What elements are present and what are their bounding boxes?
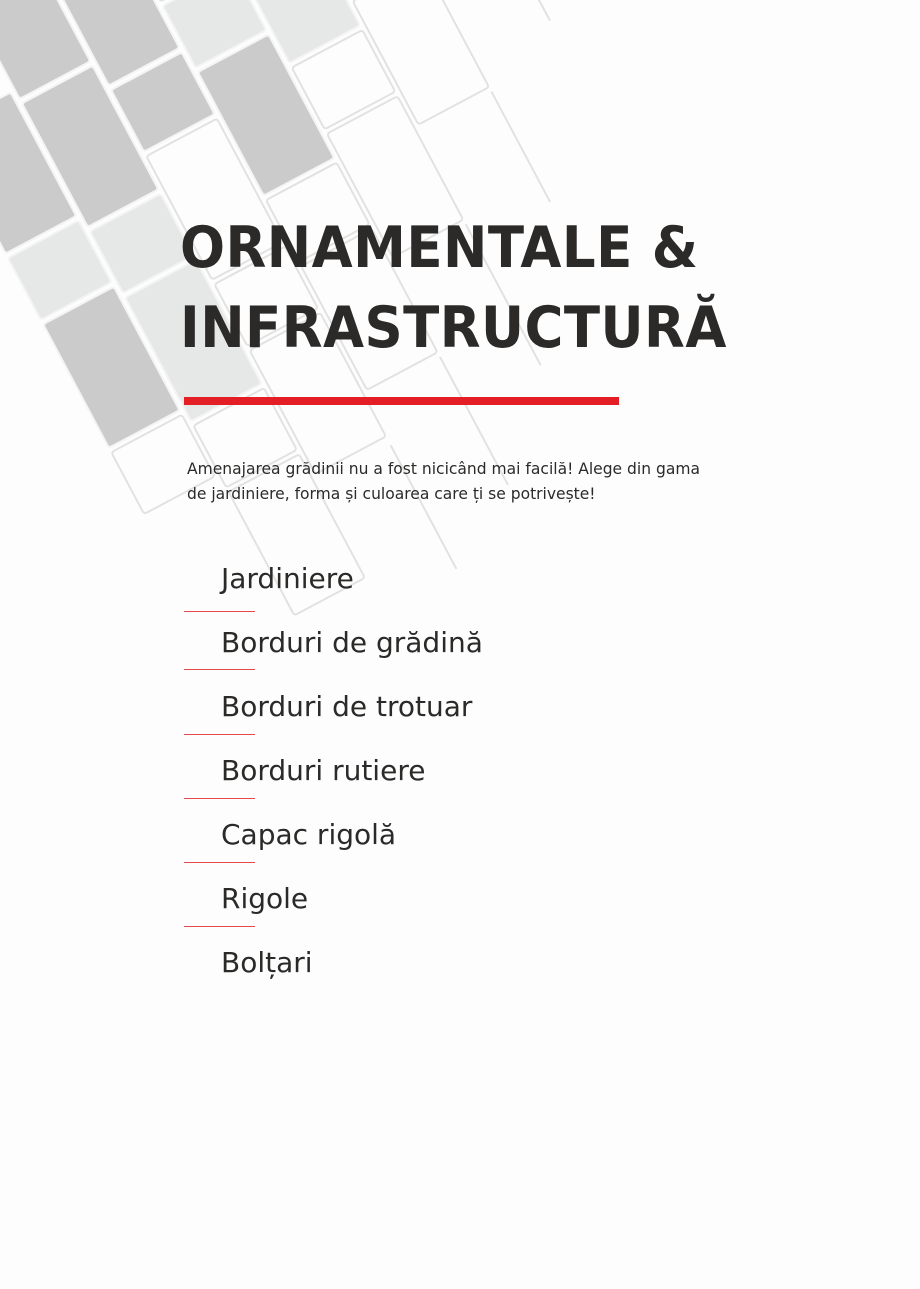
page-title bbox=[180, 208, 727, 368]
category-item-borduri-de-gradina[interactable]: Borduri de grădină bbox=[221, 626, 483, 659]
category-divider bbox=[184, 862, 255, 863]
category-item-borduri-de-trotuar[interactable]: Borduri de trotuar bbox=[221, 690, 473, 723]
page-title-line-2: INFRASTRUCTURĂ bbox=[180, 295, 727, 361]
page-title-line-1: ORNAMENTALE & bbox=[180, 215, 699, 281]
category-item-rigole[interactable]: Rigole bbox=[221, 882, 309, 915]
intro-paragraph: Amenajarea grădinii nu a fost nicicând mai facilă! Alege din gama de jardiniere, forma și culoarea care ți se potrivește! bbox=[187, 459, 700, 503]
category-divider bbox=[184, 798, 255, 799]
category-item-capac-rigola[interactable]: Capac rigolă bbox=[221, 818, 397, 851]
category-item-boltari[interactable]: Bolțari bbox=[221, 946, 313, 979]
category-divider bbox=[184, 734, 255, 735]
category-divider bbox=[184, 669, 255, 670]
category-divider bbox=[184, 926, 255, 927]
title-underline-accent bbox=[184, 397, 619, 405]
category-divider bbox=[184, 611, 255, 612]
category-item-jardiniere[interactable]: Jardiniere bbox=[221, 562, 354, 595]
category-item-borduri-rutiere[interactable]: Borduri rutiere bbox=[221, 754, 426, 787]
